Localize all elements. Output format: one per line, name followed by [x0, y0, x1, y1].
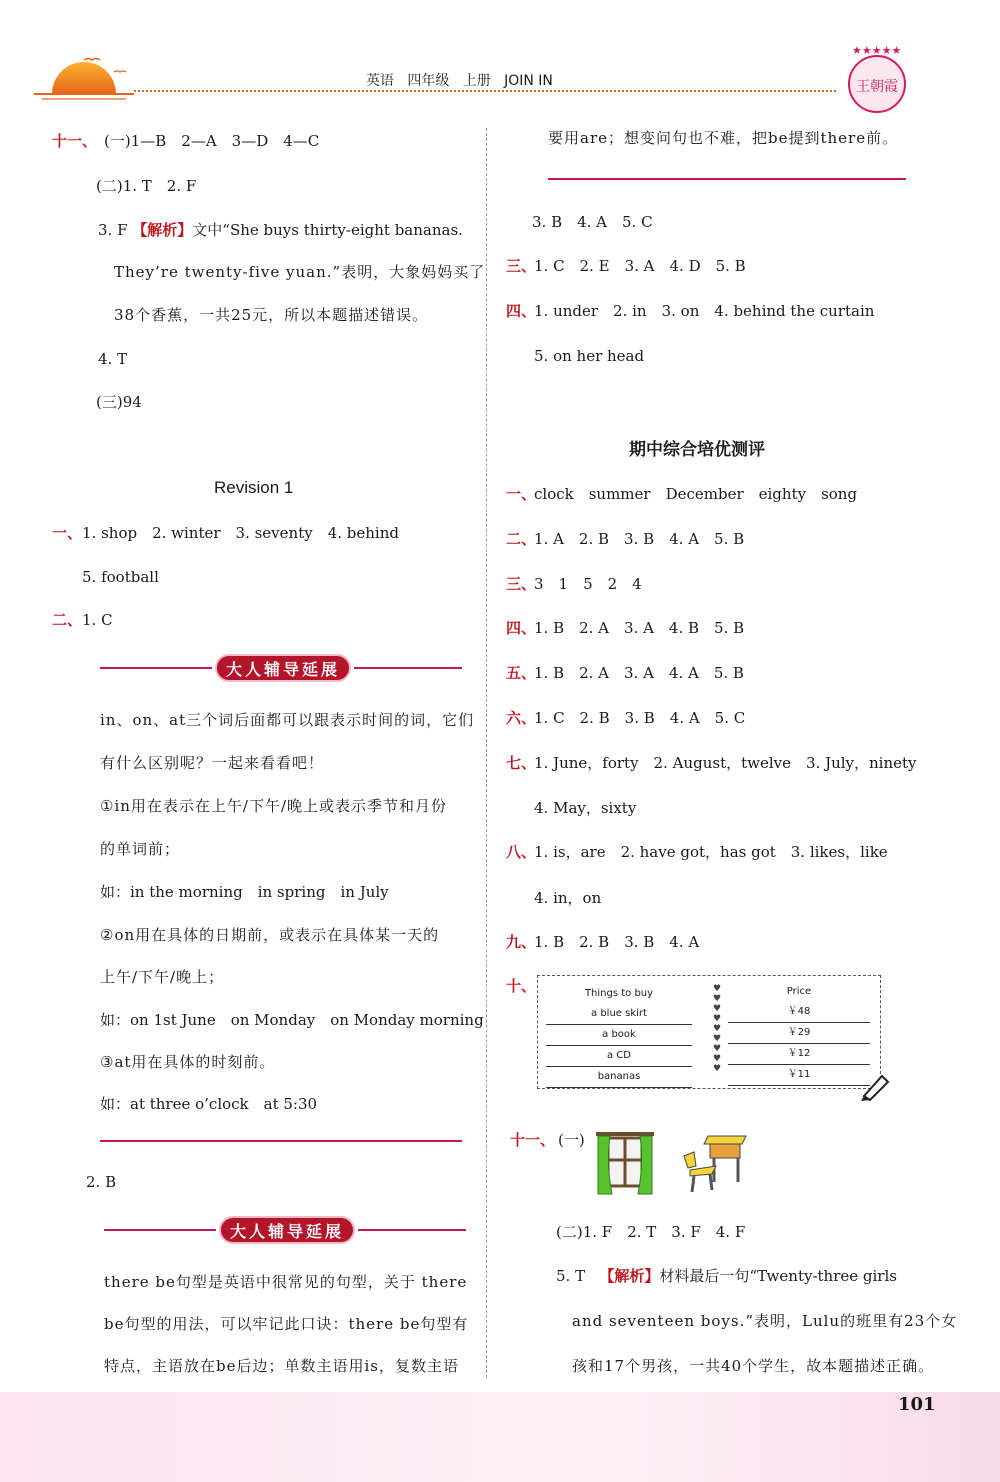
q11-label: 十一、 — [52, 132, 98, 150]
svg-text:★★★★★: ★★★★★ — [852, 44, 902, 57]
shopping-table — [537, 975, 881, 1089]
header-subject: 英语 — [366, 73, 394, 89]
m11-part3-line3: 孩和17个男孩，一共40个学生，故本题描述正确。 — [572, 1357, 935, 1375]
banner-line-left — [100, 667, 212, 669]
curtain-window-picture — [592, 1128, 658, 1198]
header-edition: JOIN IN — [504, 73, 553, 89]
m2-label: 二、 — [506, 530, 537, 548]
tip1-line9: ③at用在具体的时刻前。 — [100, 1053, 276, 1071]
things-header: Things to buy — [584, 988, 654, 999]
r3-answers: 1. C 2. E 3. A 4. D 5. B — [534, 257, 746, 275]
tip1-line7: 上午/下午/晚上； — [100, 968, 225, 986]
m5-label: 五、 — [506, 664, 537, 682]
m11-part3-line2: and seventeen boys.”表明，Lulu的班里有23个女 — [572, 1312, 958, 1330]
r4-answers-b: 5. on her head — [534, 347, 645, 365]
q11-part2b-line1: 文中“She buys thirty-eight bananas. — [192, 221, 463, 239]
revision-title: Revision 1 — [214, 478, 294, 497]
banner-line-right — [354, 667, 462, 669]
thing-cell: a blue skirt — [546, 1004, 692, 1025]
brand-logo — [838, 40, 916, 118]
banner-line-right — [358, 1229, 466, 1231]
header-grade: 四年级 — [407, 73, 450, 89]
q11-part2b-line2: They’re twenty-five yuan.”表明，大象妈妈买了 — [114, 263, 486, 281]
q11-part2c: 4. T — [98, 350, 128, 368]
tip1-end-divider — [100, 1140, 462, 1142]
m1-answers: clock summer December eighty song — [534, 485, 858, 503]
tip2-line1: there be句型是英语中很常见的句型，关于 there — [104, 1273, 468, 1291]
column-divider — [486, 128, 487, 1378]
tip1-line4: 的单词前； — [100, 840, 181, 858]
midterm-title: 期中综合培优测评 — [629, 440, 765, 460]
m1-label: 一、 — [506, 485, 537, 503]
m3-answers: 3 1 5 2 4 — [534, 575, 642, 593]
tip1-line1: in、on、at三个词后面都可以跟表示时间的词，它们 — [100, 711, 475, 729]
price-cell: ￥48 — [728, 1002, 870, 1023]
q11-part3: (三)94 — [96, 393, 142, 411]
analysis-tag: 【解析】 — [132, 221, 193, 239]
r1-label: 一、 — [52, 524, 83, 542]
header-dotted-line — [134, 90, 836, 92]
m11-part2: (二)1. F 2. T 3. F 4. F — [556, 1223, 746, 1241]
brand-logo-text: 王朝霞 — [856, 79, 898, 95]
m7-answers-b: 4. May，sixty — [534, 799, 637, 817]
thing-cell: a CD — [546, 1046, 692, 1067]
tip1-line6: ②on用在具体的日期前，或表示在具体某一天的 — [100, 926, 440, 944]
tip1-line5: 如：in the morning in spring in July — [100, 883, 389, 901]
q11-part2b — [98, 220, 463, 240]
tip-banner-2 — [104, 1216, 466, 1246]
thing-cell: a book — [546, 1025, 692, 1046]
r2-answer-a: 1. C — [82, 611, 113, 629]
heart-border-decoration: ♥ ♥ ♥ ♥ ♥ ♥ ♥ ♥ ♥ — [712, 984, 722, 1074]
tip1-line10: 如：at three o’clock at 5:30 — [100, 1095, 318, 1113]
m6-answers: 1. C 2. B 3. B 4. A 5. C — [534, 709, 746, 727]
r4-label: 四、 — [506, 302, 537, 320]
tip1-line2: 有什么区别呢？一起来看看吧！ — [100, 754, 325, 772]
header-sun-logo — [34, 52, 134, 102]
price-cell: ￥11 — [728, 1065, 870, 1086]
tip2-end-divider — [548, 178, 906, 180]
tip-banner-label: 大人辅导延展 — [215, 654, 351, 682]
footer-band — [0, 1392, 1000, 1482]
m11-part1: (一) — [558, 1131, 585, 1149]
r1-answers-b: 5. football — [82, 568, 159, 586]
m8-label: 八、 — [506, 843, 537, 861]
m2-answers: 1. A 2. B 3. B 4. A 5. B — [534, 530, 745, 548]
m11-part3-line1: 材料最后一句“Twenty-three girls — [659, 1267, 897, 1285]
price-column — [728, 982, 870, 1086]
r1-answers-a: 1. shop 2. winter 3. seventy 4. behind — [82, 524, 399, 542]
m5-answers: 1. B 2. A 3. A 4. A 5. B — [534, 664, 744, 682]
price-cell: ￥12 — [728, 1044, 870, 1065]
m8-answers-b: 4. in，on — [534, 889, 602, 907]
header-title — [366, 70, 553, 90]
banner-line-left — [104, 1229, 216, 1231]
tip1-line8: 如：on 1st June on Monday on Monday morning — [100, 1011, 484, 1029]
m9-label: 九、 — [506, 933, 537, 951]
tip2-continued: 要用are；想变问句也不难，把be提到there前。 — [548, 129, 899, 147]
m4-label: 四、 — [506, 619, 537, 637]
m11-part3 — [556, 1266, 897, 1286]
m6-label: 六、 — [506, 709, 537, 727]
tip2-line2: be句型的用法，可以牢记此口诀：there be句型有 — [104, 1315, 469, 1333]
m10-label: 十、 — [506, 977, 537, 995]
m11-label: 十一、 — [510, 1131, 556, 1149]
r3-label: 三、 — [506, 257, 537, 275]
q11-part2b-line3: 38个香蕉，一共25元，所以本题描述错误。 — [114, 306, 429, 324]
tip-banner-label: 大人辅导延展 — [219, 1216, 355, 1244]
price-header: Price — [786, 986, 812, 997]
q11-part2b-num: 3. F — [98, 221, 128, 239]
things-column — [546, 984, 692, 1088]
m9-answers: 1. B 2. B 3. B 4. A — [534, 933, 700, 951]
desk-chair-picture — [680, 1130, 750, 1194]
q11-part2a: (二)1. T 2. F — [96, 177, 197, 195]
page-number: 101 — [898, 1394, 936, 1415]
m3-label: 三、 — [506, 575, 537, 593]
r2-label: 二、 — [52, 611, 83, 629]
tip-banner-1 — [100, 654, 462, 684]
m7-label: 七、 — [506, 754, 537, 772]
q11-part1: (一)1—B 2—A 3—D 4—C — [104, 132, 320, 150]
header-volume: 上册 — [462, 73, 491, 89]
m7-answers-a: 1. June，forty 2. August，twelve 3. July，ninety — [534, 754, 917, 772]
m11-part3-num: 5. T — [556, 1267, 586, 1285]
tip2-line3: 特点，主语放在be后边；单数主语用is，复数主语 — [104, 1357, 459, 1375]
thing-cell: bananas — [546, 1067, 692, 1088]
r2-answer-b: 2. B — [86, 1173, 117, 1191]
pencil-icon — [858, 1068, 892, 1102]
price-cell: ￥29 — [728, 1023, 870, 1044]
tip1-line3: ①in用在表示在上午/下午/晚上或表示季节和月份 — [100, 797, 448, 815]
analysis-tag: 【解析】 — [599, 1267, 660, 1285]
m4-answers: 1. B 2. A 3. A 4. B 5. B — [534, 619, 745, 637]
r4-answers-a: 1. under 2. in 3. on 4. behind the curtain — [534, 302, 875, 320]
m8-answers-a: 1. is，are 2. have got，has got 3. likes，like — [534, 843, 888, 861]
r2-answer-c: 3. B 4. A 5. C — [532, 213, 653, 231]
